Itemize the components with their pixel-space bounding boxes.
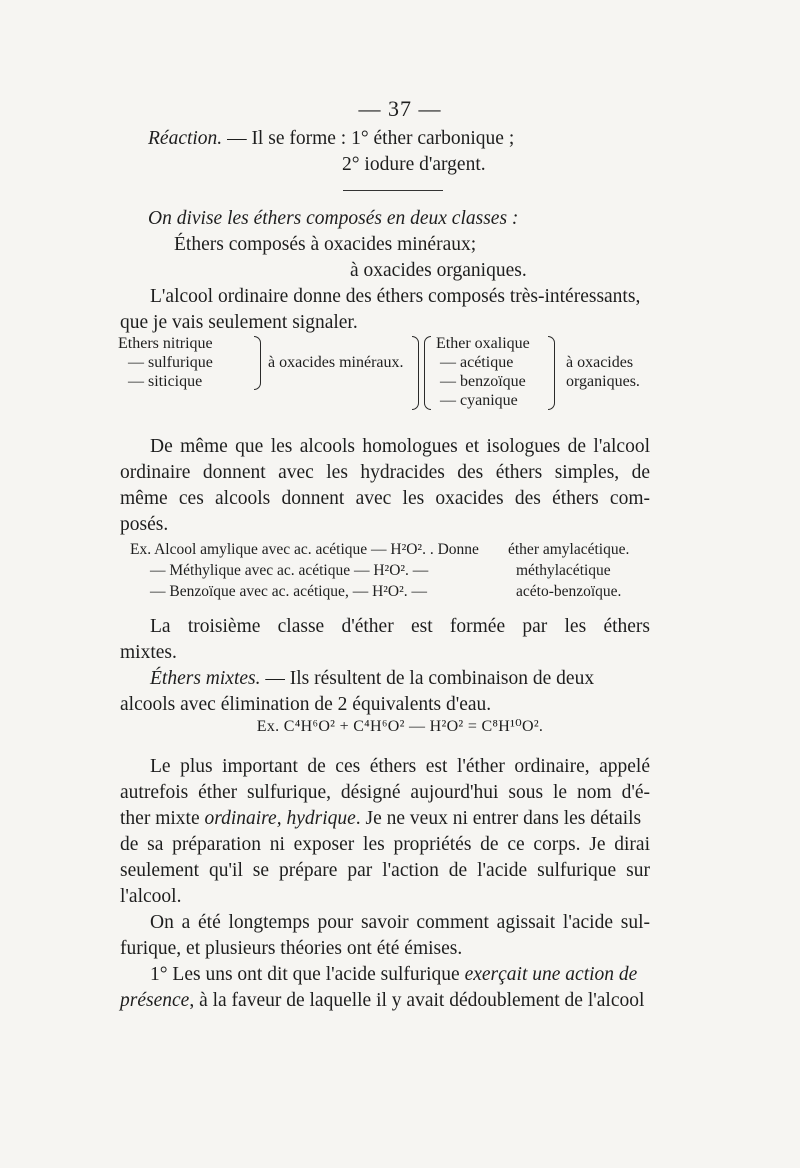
classes-block — [120, 206, 650, 336]
organic-ether-3: — benzoïque — [440, 373, 526, 390]
reaction-line2: 2° iodure d'argent. — [342, 154, 486, 175]
mineral-label: à oxacides minéraux. — [268, 354, 404, 371]
organic-label-2: organiques. — [566, 373, 640, 390]
example-right: acéto-benzoïque. — [516, 583, 622, 600]
classes-heading: On divise les éthers composés en deux classes : — [148, 208, 519, 229]
organic-ether-2: — acétique — [440, 354, 514, 371]
mixed-line2: alcools avec élimination de 2 équivalents d'eau. — [120, 694, 492, 715]
brace-right-1 — [254, 336, 261, 390]
examples-table — [120, 539, 650, 602]
important-paragraph — [120, 754, 650, 1014]
organic-ether-4: — cyanique — [440, 392, 518, 409]
reaction-block — [120, 126, 650, 178]
reaction-label: Réaction. — [148, 128, 223, 149]
theory-c: présence — [120, 990, 190, 1011]
important-line-1: Le plus important de ces éthers est l'éther ordinaire, appelé — [150, 756, 650, 777]
mixed-label: Éthers mixtes. — [150, 668, 261, 689]
important-line-6: l'alcool. — [120, 886, 182, 907]
homologues-line-1: De même que les alcools homologues et isologues de l'alcool — [150, 436, 650, 457]
classes-item2: à oxacides organiques. — [350, 260, 527, 281]
organic-label-1: à oxacides — [566, 354, 634, 371]
example-right: méthylacétique — [516, 562, 611, 579]
classes-item1: Éthers composés à oxacides minéraux; — [174, 234, 477, 255]
third-class-paragraph — [120, 614, 650, 718]
mineral-ether-3: — siticique — [128, 373, 203, 390]
brace-left-1 — [424, 336, 431, 410]
page-number: — 37 — — [358, 96, 442, 121]
section-rule — [343, 190, 443, 191]
important-line-3c: . Je ne veux ni entrer dans les détails — [355, 808, 642, 829]
longtemps-line-1: On a été longtemps pour savoir comment agissait l'acide sul- — [150, 912, 650, 933]
example-row — [120, 539, 650, 560]
classes-para-line1: L'alcool ordinaire donne des éthers composés très-intéressants, — [150, 286, 641, 307]
important-line-2: autrefois éther sulfurique, désigné aujourd'hui sous le nom d'é- — [120, 782, 650, 803]
important-line-4: de sa préparation ni exposer les propriétés de ce corps. Je dirai — [120, 834, 650, 855]
theory-d: , à la faveur de laquelle il y avait dédoublement de l'alcool — [189, 990, 645, 1011]
mineral-ether-2: — sulfurique — [128, 354, 213, 371]
example-row — [120, 560, 650, 581]
example-row — [120, 581, 650, 602]
homologues-line-2: ordinaire donnent avec les hydracides des éthers simples, de — [120, 462, 650, 483]
reaction-text: — Il se forme : 1° éther carbonique ; — [222, 128, 515, 149]
important-line-3a: ther mixte — [120, 808, 205, 829]
homologues-line-4: posés. — [120, 514, 169, 535]
important-line-5: seulement qu'il se prépare par l'action de l'acide sulfurique sur — [120, 860, 650, 881]
third-class-line-1: La troisième classe d'éther est formée par les éthers — [150, 616, 650, 637]
ethers-table — [118, 334, 658, 414]
homologues-line-3: même ces alcools donnent avec les oxacides des éthers com- — [120, 488, 650, 509]
organic-ether-1: Ether oxalique — [436, 335, 530, 352]
formula: Ex. C⁴H⁶O² + C⁴H⁶O² — H²O² = C⁸H¹⁰O². — [256, 718, 544, 735]
homologues-paragraph — [120, 434, 650, 538]
classes-para-line2: que je vais seulement signaler. — [120, 312, 358, 333]
example-left: Ex. Alcool amylique avec ac. acétique — H²O². . Donne — [130, 541, 479, 558]
longtemps-line-2: furique, et plusieurs théories ont été émises. — [120, 938, 463, 959]
theory-a: 1° Les uns ont dit que l'acide sulfurique — [150, 964, 465, 985]
theory-b: exerçait une action de — [464, 964, 638, 985]
mixed-line1: — Ils résultent de la combinaison de deux — [260, 668, 595, 689]
brace-right-3 — [548, 336, 555, 410]
example-left: — Benzoïque avec ac. acétique, — H²O². — — [150, 583, 427, 600]
important-line-3b: ordinaire, hydrique — [204, 808, 356, 829]
example-right: éther amylacétique. — [508, 541, 630, 558]
third-class-line-2: mixtes. — [120, 642, 177, 663]
example-left: — Méthylique avec ac. acétique — H²O². — — [150, 562, 429, 579]
mineral-ether-1: Ethers nitrique — [118, 335, 213, 352]
brace-right-2 — [412, 336, 419, 410]
